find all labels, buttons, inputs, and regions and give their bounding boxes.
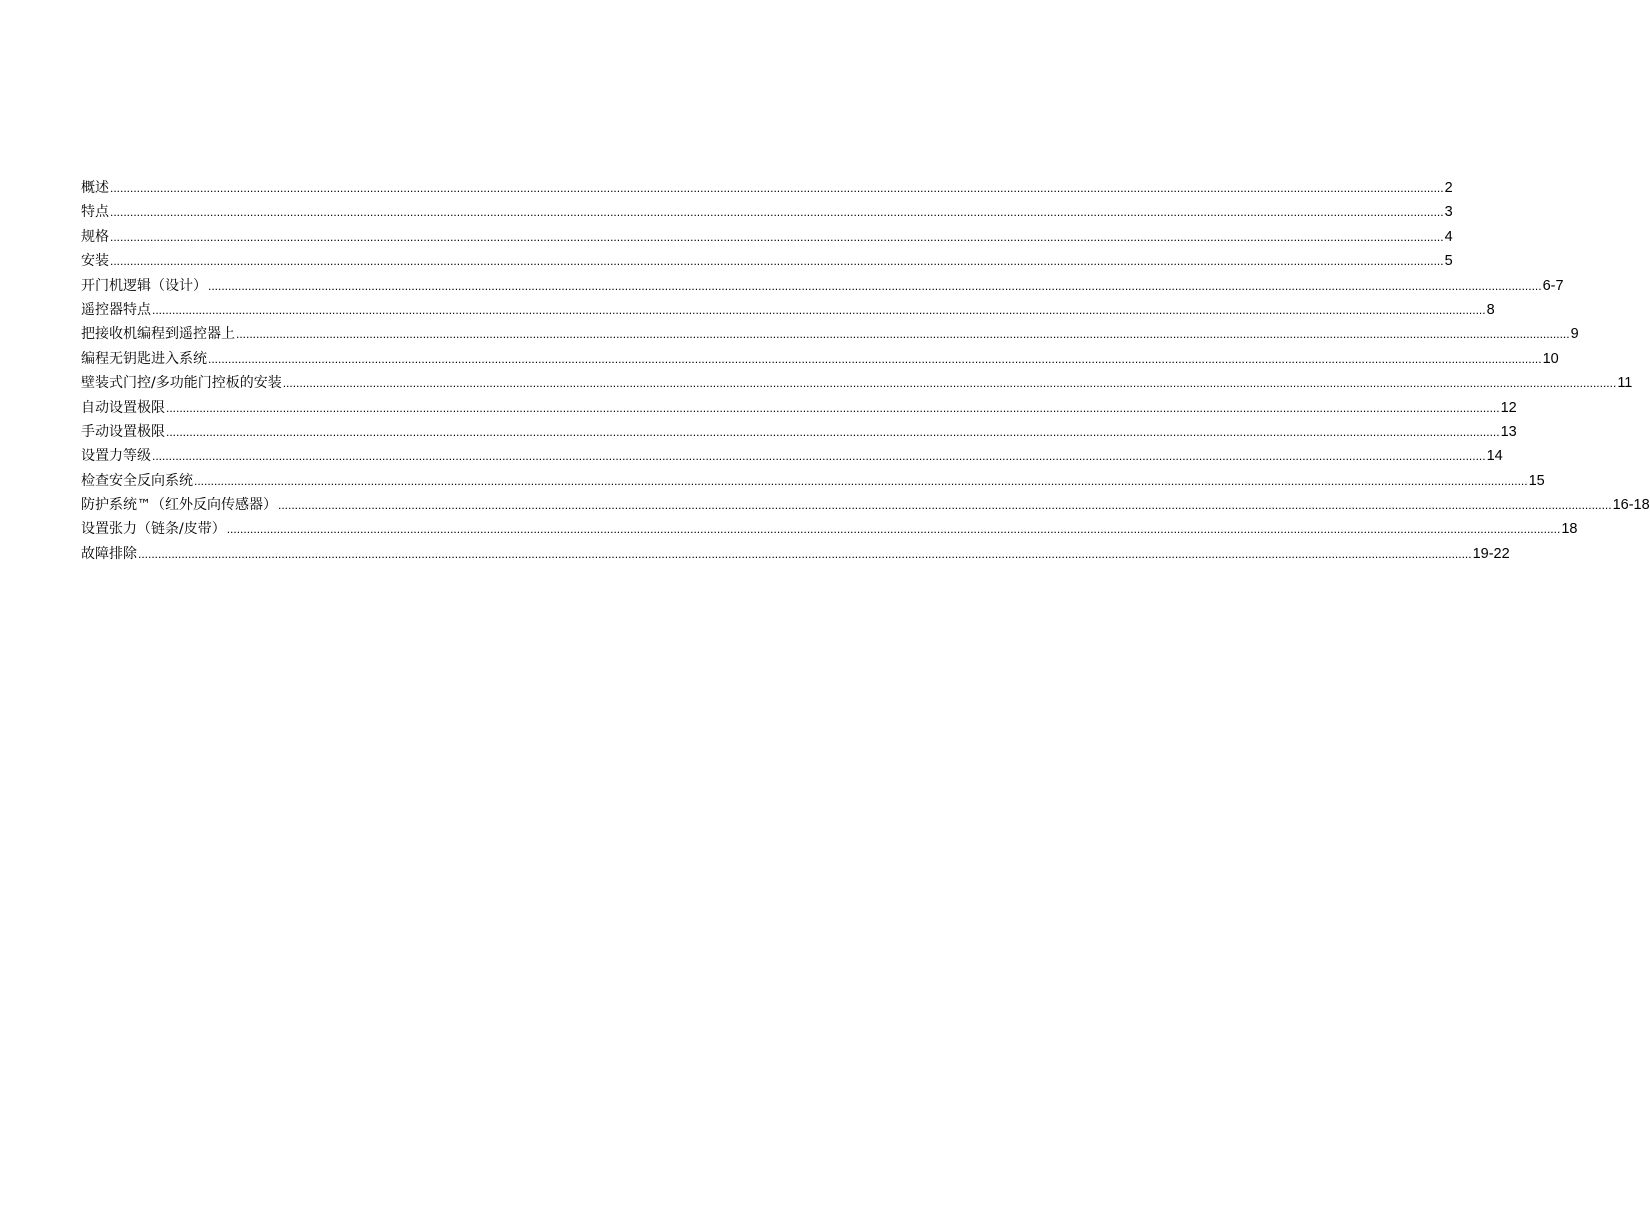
toc-dot-leader: ................................................................................................................................................................................................................................................................................................................................................................................................................ <box>236 327 1570 342</box>
toc-dot-leader: ................................................................................................................................................................................................................................................................................................................................................................................................................ <box>226 522 1561 537</box>
toc-entry-14[interactable] <box>81 517 1578 541</box>
toc-entry-title: 设置力等级 <box>81 448 151 465</box>
toc-dot-leader: ................................................................................................................................................................................................................................................................................................................................................................................................................ <box>166 400 1500 415</box>
toc-dot-leader: ................................................................................................................................................................................................................................................................................................................................................................................................................ <box>208 278 1542 293</box>
toc-entry-page: 19-22 <box>1472 545 1510 562</box>
toc-entry-title: 设置张力（链条/皮带） <box>81 521 226 538</box>
toc-entry-page: 16-18 <box>1612 497 1650 514</box>
toc-entry-title: 防护系统™（红外反向传感器） <box>81 497 277 514</box>
toc-dot-leader: ................................................................................................................................................................................................................................................................................................................................................................................................................ <box>208 351 1542 366</box>
toc-entry-page: 11 <box>1617 375 1633 392</box>
toc-dot-leader: ................................................................................................................................................................................................................................................................................................................................................................................................................ <box>166 424 1500 439</box>
toc-dot-leader: ................................................................................................................................................................................................................................................................................................................................................................................................................ <box>152 449 1486 464</box>
toc-entry-6[interactable] <box>81 322 1579 346</box>
table-of-contents <box>81 176 1650 566</box>
toc-dot-leader: ................................................................................................................................................................................................................................................................................................................................................................................................................ <box>278 498 1612 513</box>
toc-entry-8[interactable] <box>81 371 1633 395</box>
toc-entry-page: 9 <box>1570 326 1579 343</box>
toc-entry-1[interactable] <box>81 200 1453 224</box>
toc-entry-title: 检查安全反向系统 <box>81 472 193 489</box>
toc-entry-page: 5 <box>1444 253 1453 270</box>
toc-dot-leader: ................................................................................................................................................................................................................................................................................................................................................................................................................ <box>138 546 1472 561</box>
toc-entry-page: 10 <box>1542 350 1559 367</box>
toc-entry-title: 壁装式门控/多功能门控板的安装 <box>81 375 282 392</box>
toc-entry-title: 开门机逻辑（设计） <box>81 277 207 294</box>
toc-entry-11[interactable] <box>81 444 1503 468</box>
toc-entry-7[interactable] <box>81 347 1559 371</box>
toc-entry-15[interactable] <box>81 542 1510 566</box>
toc-entry-title: 编程无钥匙进入系统 <box>81 350 207 367</box>
toc-entry-page: 3 <box>1444 204 1453 221</box>
toc-dot-leader: ................................................................................................................................................................................................................................................................................................................................................................................................................ <box>282 376 1617 391</box>
toc-entry-title: 把接收机编程到遥控器上 <box>81 326 235 343</box>
toc-entry-page: 14 <box>1486 448 1503 465</box>
toc-entry-12[interactable] <box>81 469 1545 493</box>
toc-entry-5[interactable] <box>81 298 1495 322</box>
toc-entry-3[interactable] <box>81 249 1453 273</box>
toc-dot-leader: ................................................................................................................................................................................................................................................................................................................................................................................................................ <box>152 302 1486 317</box>
toc-entry-page: 2 <box>1444 180 1453 196</box>
toc-entry-title: 故障排除 <box>81 545 137 562</box>
toc-dot-leader: ................................................................................................................................................................................................................................................................................................................................................................................................................ <box>110 205 1444 220</box>
toc-entry-title: 自动设置极限 <box>81 399 165 416</box>
toc-entry-title: 遥控器特点 <box>81 301 151 318</box>
toc-entry-title: 手动设置极限 <box>81 423 165 440</box>
toc-entry-13[interactable] <box>81 493 1650 517</box>
toc-entry-page: 15 <box>1528 472 1545 489</box>
toc-dot-leader: ................................................................................................................................................................................................................................................................................................................................................................................................................ <box>110 254 1444 269</box>
toc-dot-leader: ................................................................................................................................................................................................................................................................................................................................................................................................................ <box>194 473 1528 488</box>
toc-entry-page: 6-7 <box>1542 277 1564 294</box>
toc-entry-4[interactable] <box>81 274 1564 298</box>
toc-entry-title: 特点 <box>81 204 109 221</box>
toc-entry-10[interactable] <box>81 420 1517 444</box>
toc-dot-leader: ................................................................................................................................................................................................................................................................................................................................................................................................................ <box>110 181 1444 195</box>
toc-entry-page: 4 <box>1444 228 1453 245</box>
toc-entry-0[interactable] <box>81 176 1453 200</box>
toc-entry-page: 18 <box>1561 521 1578 538</box>
toc-entry-page: 8 <box>1486 301 1495 318</box>
toc-entry-page: 12 <box>1500 399 1517 416</box>
toc-entry-title: 规格 <box>81 228 109 245</box>
toc-entry-2[interactable] <box>81 225 1453 249</box>
toc-dot-leader: ................................................................................................................................................................................................................................................................................................................................................................................................................ <box>110 229 1444 244</box>
toc-entry-9[interactable] <box>81 396 1517 420</box>
toc-entry-page: 13 <box>1500 423 1517 440</box>
toc-entry-title: 安装 <box>81 253 109 270</box>
toc-entry-title: 概述 <box>81 180 109 196</box>
